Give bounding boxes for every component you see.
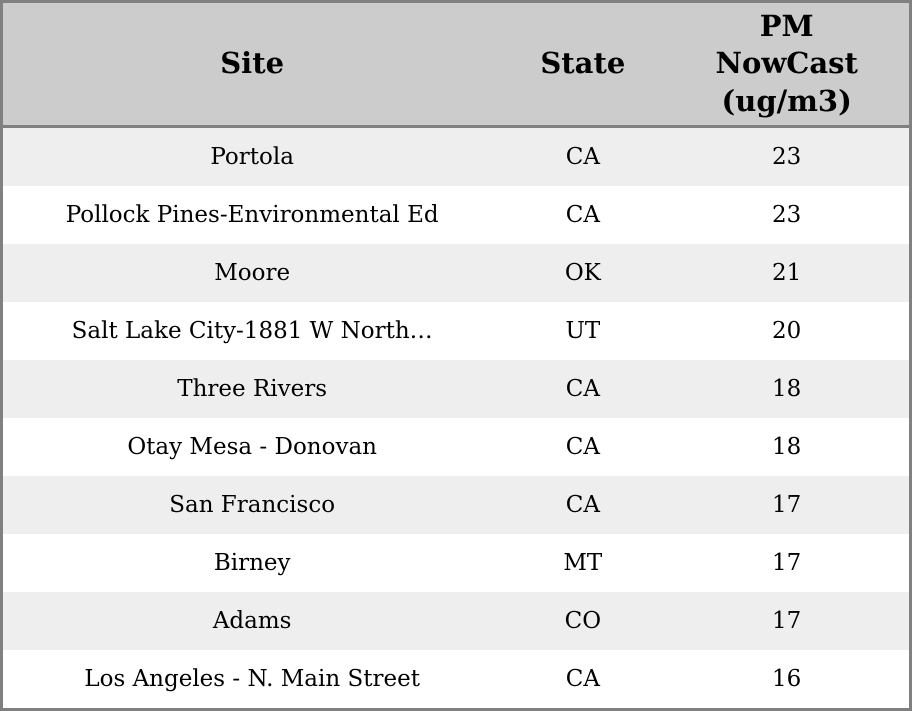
state-cell: CA — [565, 665, 600, 692]
site-cell: Three Rivers — [177, 375, 328, 402]
site-cell: San Francisco — [169, 491, 336, 518]
value-cell: 23 — [772, 144, 802, 170]
value-cell: 21 — [772, 259, 802, 286]
site-cell: Birney — [213, 549, 291, 576]
state-cell: CO — [564, 607, 602, 634]
site-cell: Los Angeles - N. Main Street — [84, 665, 420, 692]
column-header-site-label: Site — [220, 46, 285, 81]
column-header-pm-nowcast — [664, 3, 909, 127]
value-cell: 20 — [772, 317, 802, 344]
column-header-state-label: State — [540, 46, 626, 81]
table-row — [3, 476, 909, 534]
table-row — [3, 360, 909, 418]
value-cell: 18 — [772, 433, 802, 460]
column-header-state — [501, 3, 664, 127]
state-cell: CA — [565, 202, 600, 228]
value-cell: 23 — [772, 202, 802, 228]
column-header-site — [3, 3, 501, 127]
column-header-pm-nowcast-label: PM NowCast (ug/m3) — [715, 9, 858, 118]
table-row — [3, 592, 909, 650]
value-cell: 16 — [772, 665, 802, 692]
table-row — [3, 418, 909, 476]
state-cell: OK — [564, 259, 601, 286]
site-cell: Pollock Pines-Environmental Ed — [65, 202, 439, 228]
table-row — [3, 650, 909, 708]
site-cell: Portola — [210, 144, 294, 170]
value-cell: 18 — [772, 375, 802, 402]
value-cell: 17 — [772, 549, 802, 576]
state-cell: CA — [565, 491, 600, 518]
table-row — [3, 534, 909, 592]
table-row — [3, 302, 909, 360]
state-cell: MT — [563, 549, 603, 576]
table-row — [3, 127, 909, 187]
state-cell: CA — [565, 375, 600, 402]
value-cell: 17 — [772, 607, 802, 634]
site-cell: Salt Lake City-1881 W North… — [71, 317, 433, 344]
state-cell: CA — [565, 433, 600, 460]
header-row — [3, 3, 909, 127]
site-cell: Adams — [212, 607, 292, 634]
pm-nowcast-table — [3, 3, 909, 708]
site-cell: Otay Mesa - Donovan — [127, 433, 377, 460]
site-cell: Moore — [214, 259, 291, 286]
table-row — [3, 244, 909, 302]
value-cell: 17 — [772, 491, 802, 518]
state-cell: UT — [565, 317, 601, 344]
state-cell: CA — [565, 144, 600, 170]
table-row — [3, 186, 909, 244]
